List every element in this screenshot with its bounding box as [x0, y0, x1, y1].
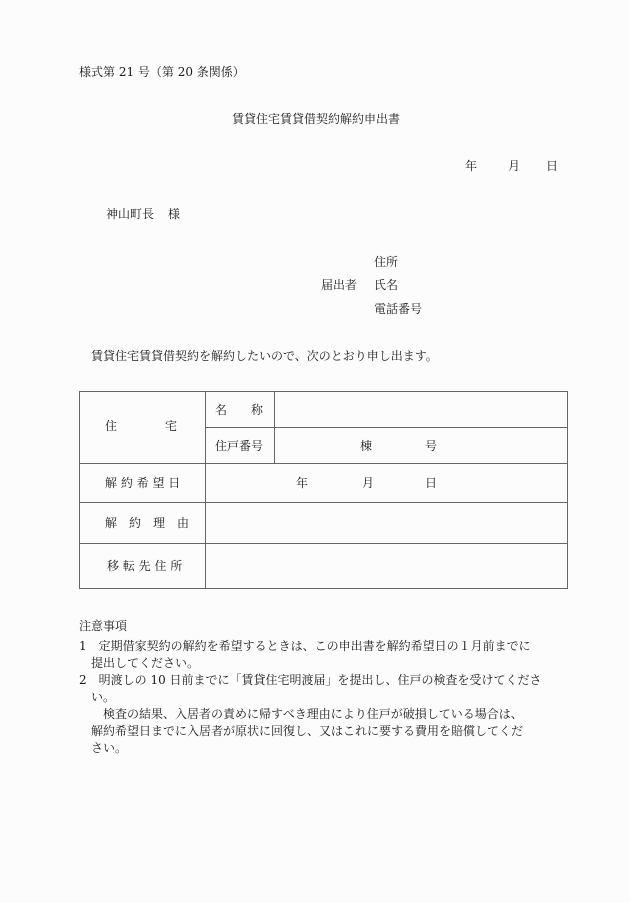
notes-heading: 注意事項	[79, 619, 128, 633]
recipient-honorific: 様	[168, 207, 181, 221]
table-divider	[80, 543, 568, 544]
desired-date-day: 日	[425, 476, 438, 490]
housing-label: 住 宅	[105, 419, 178, 433]
form-table	[79, 391, 568, 589]
reason-label: 解 約 理 由	[105, 516, 190, 530]
table-divider	[274, 392, 275, 463]
note-line: さい。	[79, 741, 128, 755]
note-line: 検査の結果、入居者の責めに帰すべき理由により住戸が破損している場合は、	[79, 707, 523, 721]
applicant-address-label: 住所	[374, 255, 399, 269]
document-title: 賃貸住宅賃貸借契約解約申出書	[232, 112, 401, 126]
note-line: 1 定期借家契約の解約を希望するときは、この申出書を解約希望日の１月前までに	[79, 639, 531, 653]
note-line: 2 明渡しの 10 日前までに「賃貸住宅明渡届」を提出し、住戸の検査を受けてくださ	[79, 673, 542, 687]
statement-text: 賃貸住宅賃貸借契約を解約したいので、次のとおり申し出ます。	[91, 349, 438, 363]
submission-date	[465, 158, 558, 174]
housing-name-label: 名 称	[215, 403, 264, 417]
housing-name-field[interactable]	[280, 402, 560, 420]
unit-number-label: 住戸番号	[215, 439, 264, 453]
applicant-label: 届出者	[321, 278, 358, 292]
table-divider	[205, 392, 206, 589]
recipient	[106, 206, 180, 222]
recipient-name: 神山町長	[106, 207, 155, 221]
applicant-name-label: 氏名	[374, 278, 399, 292]
desired-date-label: 解 約 希 望 日	[105, 476, 181, 490]
reason-field[interactable]	[215, 512, 560, 534]
new-address-label: 移 転 先 住 所	[107, 559, 183, 573]
table-divider	[205, 427, 568, 428]
number-suffix: 号	[425, 439, 438, 453]
note-line: 提出してください。	[79, 656, 200, 670]
date-month-label: 月	[508, 159, 521, 173]
date-day-label: 日	[546, 159, 559, 173]
building-suffix: 棟	[360, 439, 373, 453]
desired-date-year: 年	[296, 476, 309, 490]
applicant-phone-label: 電話番号	[374, 302, 423, 316]
note-line: い。	[79, 690, 116, 704]
new-address-field[interactable]	[215, 554, 560, 578]
table-divider	[80, 502, 568, 503]
table-divider	[80, 463, 568, 464]
note-line: 解約希望日までに入居者が原状に回復し、又はこれに要する費用を賠償してくだ	[79, 724, 524, 738]
form-number: 様式第 21 号（第 20 条関係）	[79, 65, 245, 79]
desired-date-month: 月	[362, 476, 375, 490]
date-year-label: 年	[465, 159, 478, 173]
